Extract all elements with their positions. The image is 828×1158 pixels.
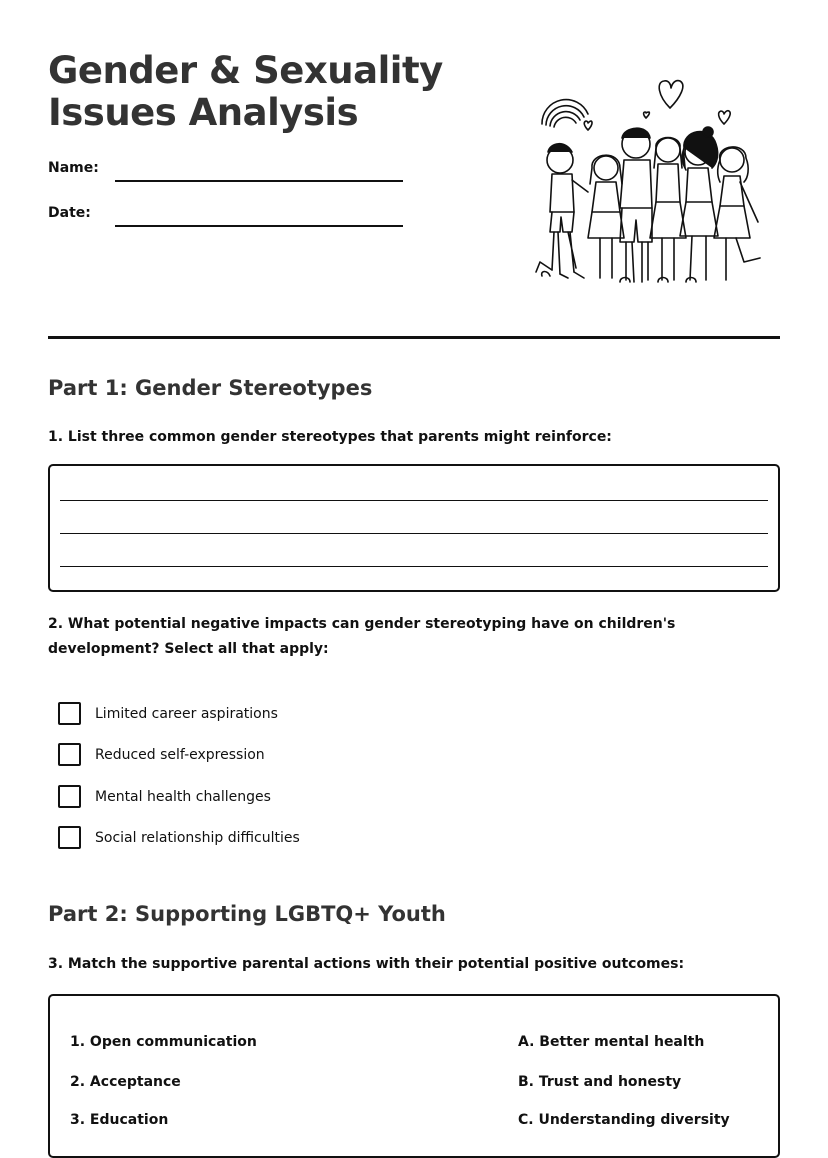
child-figure — [620, 128, 652, 282]
checkbox-label: Social relationship difficulties — [95, 829, 300, 846]
match-outcome: A. Better mental health — [518, 1034, 705, 1050]
match-action: 3. Education — [70, 1112, 169, 1128]
checkbox[interactable] — [58, 785, 81, 808]
checkbox-option[interactable] — [58, 702, 278, 725]
checkbox-option[interactable] — [58, 826, 300, 849]
part2-heading: Part 2: Supporting LGBTQ+ Youth — [48, 902, 446, 926]
q1-answer-box[interactable] — [48, 464, 780, 592]
answer-line[interactable] — [60, 566, 768, 567]
answer-line[interactable] — [60, 500, 768, 501]
matching-box — [48, 994, 780, 1158]
child-figure — [650, 138, 686, 281]
rainbow-icon — [542, 100, 588, 127]
title-line-1: Gender & Sexuality — [48, 49, 443, 92]
child-figure — [714, 147, 760, 280]
question-2: 2. What potential negative impacts can gender stereotyping have on children's development? Select all that apply: — [48, 616, 676, 657]
checkbox-label: Reduced self-expression — [95, 746, 265, 763]
match-outcome: C. Understanding diversity — [518, 1112, 730, 1128]
name-label: Name: — [48, 160, 99, 176]
checkbox[interactable] — [58, 743, 81, 766]
checkbox-option[interactable] — [58, 743, 265, 766]
question-3: 3. Match the supportive parental actions with their potential positive outcomes: — [48, 956, 685, 972]
child-figure — [536, 144, 588, 278]
date-label: Date: — [48, 205, 91, 221]
header-divider — [48, 336, 780, 339]
date-field — [48, 205, 403, 221]
name-input-line[interactable] — [115, 180, 403, 182]
match-outcome: B. Trust and honesty — [518, 1074, 682, 1090]
match-action: 2. Acceptance — [70, 1074, 181, 1090]
checkbox-label: Mental health challenges — [95, 788, 271, 805]
date-input-line[interactable] — [115, 225, 403, 227]
name-field — [48, 160, 403, 176]
checkbox-option[interactable] — [58, 785, 271, 808]
part1-heading: Part 1: Gender Stereotypes — [48, 376, 373, 400]
checkbox[interactable] — [58, 826, 81, 849]
heart-icon — [584, 81, 730, 130]
checkbox[interactable] — [58, 702, 81, 725]
question-1: 1. List three common gender stereotypes that parents might reinforce: — [48, 429, 612, 445]
children-group-illustration-icon — [530, 72, 770, 292]
match-action: 1. Open communication — [70, 1034, 257, 1050]
child-figure — [588, 155, 624, 278]
checkbox-label: Limited career aspirations — [95, 705, 278, 722]
worksheet-title — [48, 50, 468, 134]
answer-line[interactable] — [60, 533, 768, 534]
child-figure — [680, 127, 718, 280]
title-line-2: Issues Analysis — [48, 91, 359, 134]
